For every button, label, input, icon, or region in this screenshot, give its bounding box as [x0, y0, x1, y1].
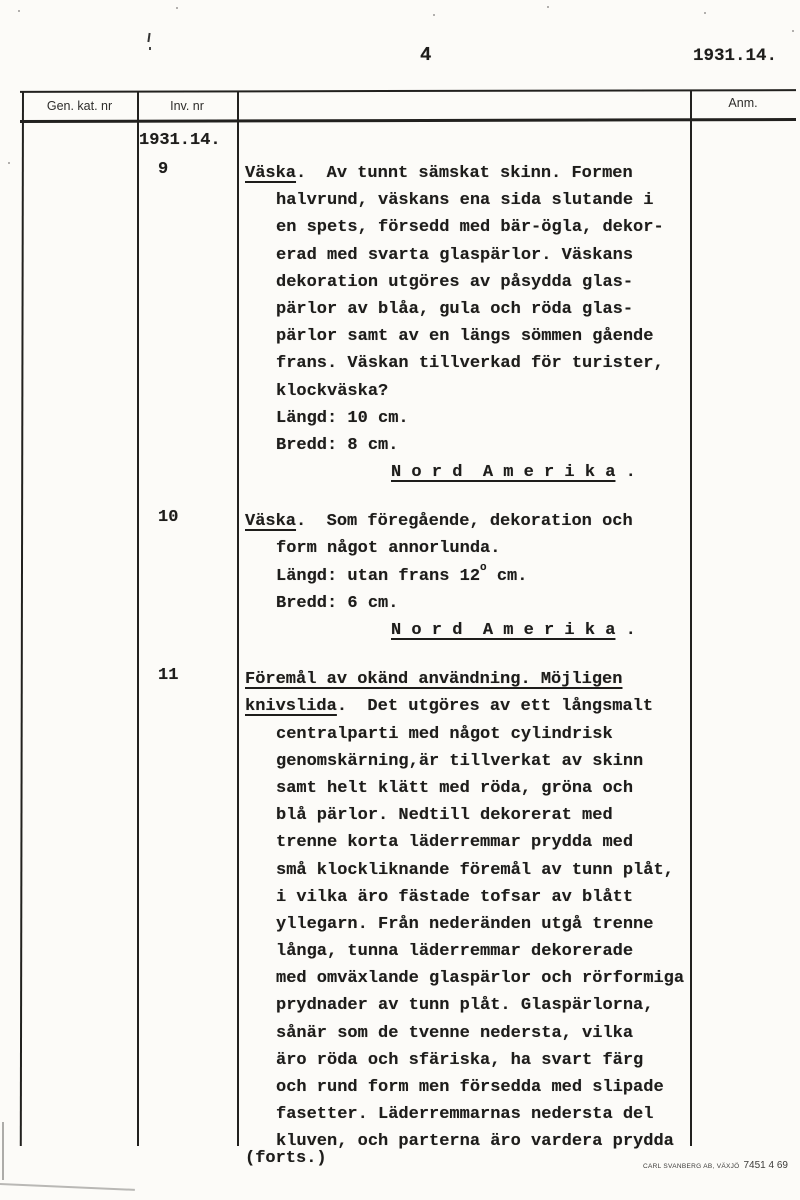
description-line: [276, 748, 757, 775]
description-line: [276, 1047, 757, 1074]
underlined-text: knivslida: [245, 697, 337, 717]
description-line: [276, 432, 757, 459]
scan-page-edge: [2, 1122, 4, 1180]
inventory-year-label: 1931.14.: [139, 131, 221, 150]
text-segment: långa, tunna läderremmar dekorerade: [276, 942, 634, 962]
description-line: [276, 721, 757, 748]
stray-pen-mark: [147, 33, 150, 42]
description-line: [276, 911, 757, 938]
catalog-entries: [137, 160, 757, 1178]
text-segment: Bredd: 6 cm.: [276, 593, 399, 613]
text-segment: o: [480, 561, 487, 574]
description-line: [276, 323, 757, 350]
text-segment: blå pärlor. Nedtill dekorerat med: [276, 806, 613, 826]
page-number: 4: [420, 44, 432, 66]
scan-speck: [792, 30, 794, 32]
text-segment: .: [615, 621, 636, 640]
underlined-text: Väska: [245, 512, 297, 532]
description-line: [276, 350, 757, 377]
description-line: [391, 459, 757, 486]
printer-code: 7451 4 69: [743, 1160, 788, 1171]
description-line: [276, 242, 757, 269]
inventory-number: 10: [158, 508, 179, 528]
inventory-number: 11: [158, 666, 179, 686]
scan-speck: [176, 7, 178, 9]
description-line: [276, 1128, 757, 1155]
catalog-entry: [137, 160, 757, 486]
text-segment: i vilka äro fästade tofsar av blått: [276, 887, 634, 907]
text-segment: yllegarn. Från nederänden utgå trenne: [276, 914, 654, 934]
text-segment: form något annorlunda.: [276, 539, 501, 559]
description-line: [276, 884, 757, 911]
description-line: [276, 965, 757, 992]
continuation-note: (forts.): [245, 1149, 327, 1168]
text-segment: kluven, och parterna äro vardera prydda: [276, 1132, 674, 1152]
text-segment: genomskärning,är tillverkat av skinn: [276, 751, 644, 771]
text-segment: frans. Väskan tillverkad för turister,: [276, 354, 664, 374]
text-segment: . Av tunnt sämskat skinn. Formen: [296, 164, 633, 183]
text-segment: fasetter. Läderremmarnas nedersta del: [276, 1105, 654, 1125]
underlined-text: Föremål av okänd användning. Möjligen: [245, 670, 623, 690]
description-line: [276, 187, 757, 214]
column-header-anm: Anm.: [728, 96, 758, 110]
description-line: [245, 508, 757, 535]
underlined-text: N o r d A m e r i k a: [391, 463, 616, 483]
text-segment: prydnader av tunn plåt. Glaspärlorna,: [276, 996, 654, 1016]
text-segment: samt helt klätt med röda, gröna och: [276, 778, 634, 798]
description-line: [276, 857, 757, 884]
text-segment: med omväxlande glaspärlor och rörformiga: [276, 969, 685, 989]
scan-speck: [433, 14, 435, 16]
scan-speck: [547, 6, 549, 8]
description-line: [276, 405, 757, 432]
catalog-entry: [137, 508, 757, 644]
text-segment: klockväska?: [276, 381, 389, 401]
text-segment: små klockliknande föremål av tunn plåt,: [276, 860, 674, 880]
scan-page-edge: [0, 1183, 135, 1190]
description-line: [245, 693, 757, 720]
text-segment: pärlor av blåa, gula och röda glas-: [276, 299, 634, 319]
description-line: [276, 1074, 757, 1101]
text-segment: dekoration utgöres av påsydda glas-: [276, 272, 634, 292]
description-line: [276, 378, 757, 405]
description-line: [276, 802, 757, 829]
description-line: [276, 1101, 757, 1128]
scan-speck: [18, 10, 20, 12]
text-segment: erad med svarta glaspärlor. Väskans: [276, 245, 634, 265]
document-reference: 1931.14.: [693, 46, 778, 66]
description-line: [276, 296, 757, 323]
description-line: [276, 214, 757, 241]
description-line: [276, 992, 757, 1019]
text-segment: äro röda och sfäriska, ha svart färg: [276, 1050, 644, 1070]
stray-pen-mark: [149, 47, 151, 50]
description-line: [276, 938, 757, 965]
description-line: [276, 535, 757, 562]
text-segment: trenne korta läderremmar prydda med: [276, 833, 634, 853]
text-segment: centralparti med något cylindrisk: [276, 724, 613, 744]
description-line: [245, 666, 757, 693]
description-line: [391, 617, 757, 644]
column-header-gen-kat-nr: Gen. kat. nr: [46, 99, 113, 113]
scan-speck: [8, 162, 10, 164]
text-segment: . Det utgöres av ett långsmalt: [336, 697, 654, 717]
description-line: [276, 829, 757, 856]
table-left-border: [20, 91, 24, 1146]
description-line: [276, 269, 757, 296]
scan-speck: [704, 12, 706, 14]
printer-mark: [643, 1155, 788, 1173]
description-line: [245, 160, 757, 187]
column-header-inv-nr: Inv. nr: [170, 99, 204, 113]
underlined-text: N o r d A m e r i k a: [391, 621, 616, 640]
text-segment: . Som föregående, dekoration och: [296, 512, 633, 532]
text-segment: en spets, försedd med bär-ögla, dekor-: [276, 218, 664, 238]
text-segment: cm.: [486, 566, 528, 586]
text-segment: halvrund, väskans ena sida slutande i: [276, 191, 654, 211]
description-line: [276, 590, 757, 617]
entry-description: [245, 508, 757, 644]
description-line: [276, 1020, 757, 1047]
printer-name: CARL SVANBERG AB, VÄXJÖ: [643, 1163, 740, 1170]
catalog-entry: [137, 666, 757, 1155]
text-segment: .: [615, 463, 636, 483]
entry-description: [245, 160, 757, 486]
text-segment: och rund form men försedda med slipade: [276, 1078, 664, 1097]
text-segment: Längd: utan frans 12: [276, 566, 481, 586]
description-line: [276, 775, 757, 802]
underlined-text: Väska: [245, 164, 297, 183]
entry-description: [245, 666, 757, 1155]
text-segment: pärlor samt av en längs sömmen gående: [276, 327, 654, 347]
text-segment: Bredd: 8 cm.: [276, 435, 399, 455]
text-segment: Längd: 10 cm.: [276, 408, 409, 428]
description-line: [276, 563, 757, 590]
inventory-number: 9: [158, 160, 169, 179]
text-segment: sånär som de tvenne nedersta, vilka: [276, 1023, 634, 1043]
